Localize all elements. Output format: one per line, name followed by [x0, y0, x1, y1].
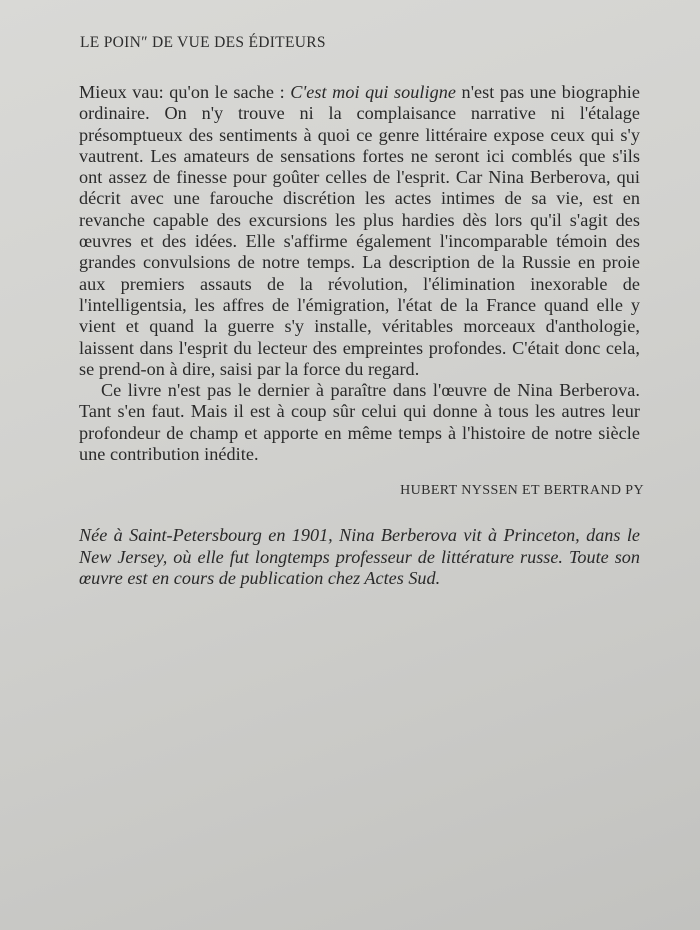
book-title: C'est moi qui souligne — [290, 82, 457, 102]
paragraph-1 — [79, 82, 640, 380]
signature: HUBERT NYSSEN ET BERTRAND PY — [400, 483, 644, 499]
author-bio: Née à Saint-Petersbourg en 1901, Nina Berberova vit à Princeton, dans le New Jersey, où elle fut longtemps professeur de littérature russe. Toute son œuvre est en cours de publication chez Actes Sud. — [79, 525, 640, 588]
paragraph-2: Ce livre n'est pas le dernier à paraître dans l'œuvre de Nina Berberova. Tant s'en faut. Mais il est à coup sûr celui qui donne à tous les autres leur profondeur de champ et apporte en même temps à l'histoire de notre siècle une contribution inédite. — [79, 380, 640, 465]
back-cover — [70, 34, 644, 589]
section-heading: LE POIN″ DE VUE DES ÉDITEURS — [80, 34, 326, 51]
publisher-statement — [79, 82, 640, 465]
paragraph-1-rest: n'est pas une biographie ordinaire. On n'y trouve ni la complaisance narrative ni l'étalage présomptueux des sentiments à quoi ce genre littéraire expose ceux qui s'y vautrent. Les amateurs de sensations fortes ne seront ici comblés que s'ils ont assez de finesse pour goûter celles de l'esprit. Car Nina Berberova, qui décrit avec une farouche discrétion les actes intimes de sa vie, est en revanche capable des excursions les plus hardies dès lors qu'il s'agit des œuvres et des idées. Elle s'affirme également l'incomparable témoin des grandes convulsions de notre temps. La description de la Russie en proie aux premiers assauts de la révolution, l'élimination inexorable de l'intelligentsia, les affres de l'émigration, l'état de la France quand elle y vient et quand la guerre s'y installe, véritables morceaux d'anthologie, laissent dans l'esprit du lecteur des empreintes profondes. C'était donc cela, se prend-on à dire, saisi par la force du regard. — [79, 82, 640, 379]
paragraph-1-start: Mieux vau: qu'on le sache : — [79, 82, 291, 102]
